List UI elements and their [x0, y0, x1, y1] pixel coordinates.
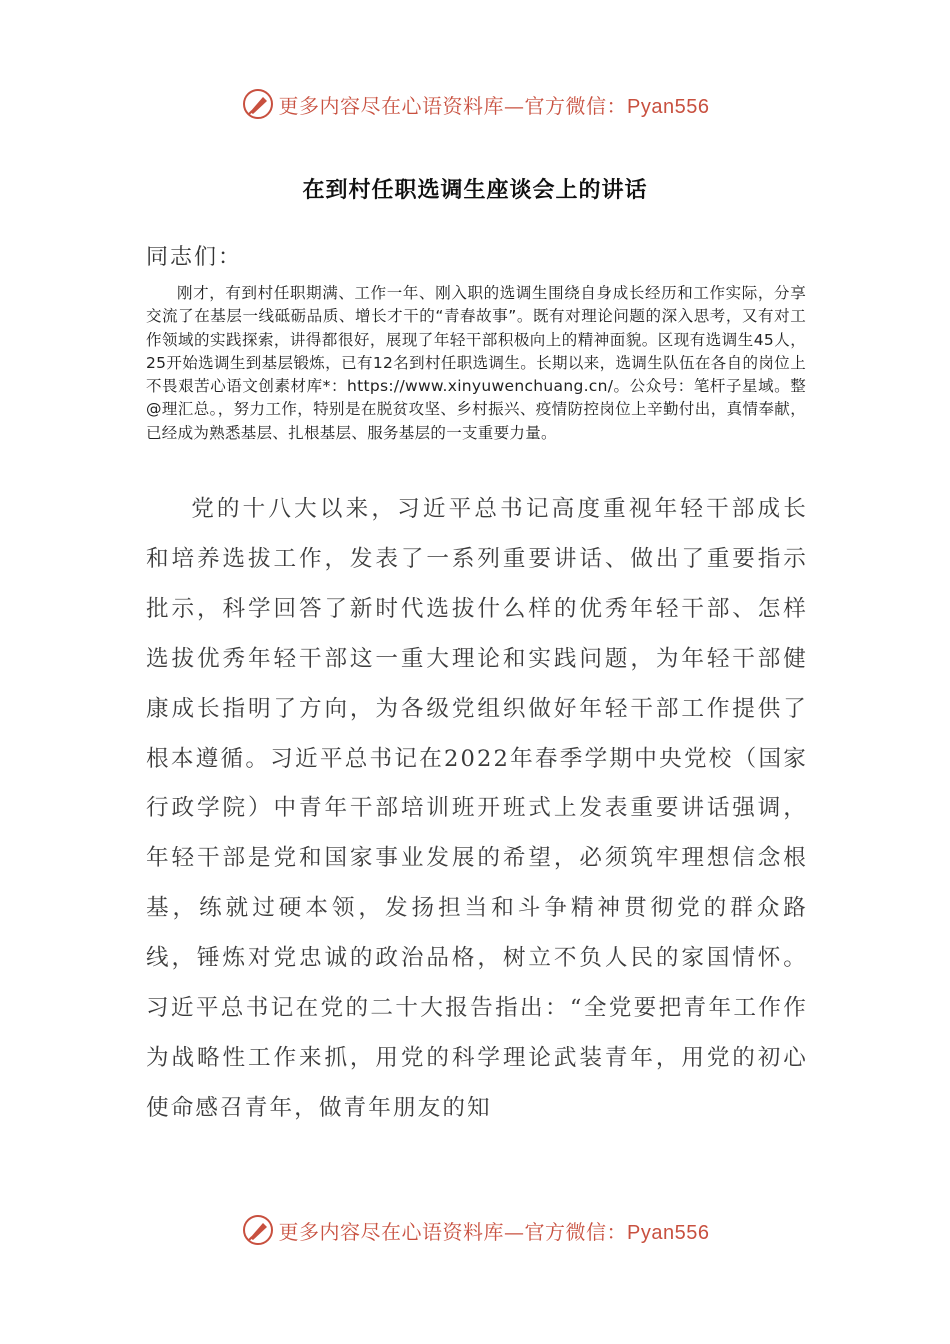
pen-nib-logo-icon: [241, 87, 275, 121]
footer-banner: [0, 1210, 950, 1250]
body-paragraph: 党的十八大以来，习近平总书记高度重视年轻干部成长和培养选拔工作，发表了一系列重要讲话、做出了重要指示批示，科学回答了新时代选拔什么样的优秀年轻干部、怎样选拔优秀年轻干部这一重大理论和实践问题，为年轻干部健康成长指明了方向，为各级党组织做好年轻干部工作提供了根本遵循。习近平总书记在2022年春季学期中央党校（国家行政学院）中青年干部培训班开班式上发表重要讲话强调，年轻干部是党和国家事业发展的希望，必须筑牢理想信念根基，练就过硬本领，发扬担当和斗争精神贯彻党的群众路线，锤炼对党忠诚的政治品格，树立不负人民的家国情怀。习近平总书记在党的二十大报告指出：“全党要把青年工作作为战略性工作来抓，用党的科学理论武装青年，用党的初心使命感召青年，做青年朋友的知: [146, 496, 808, 1121]
header-banner-text-cn: 更多内容尽在心语资料库—官方微信：: [278, 93, 628, 118]
footer-banner-wechat-id: Pyan556: [627, 1221, 710, 1244]
header-banner: [0, 84, 950, 124]
intro-paragraph: 刚才，有到村任职期满、工作一年、刚入职的选调生围绕自身成长经历和工作实际，分享交流了在基层一线砥砺品质、增长才干的“青春故事”。既有对理论问题的深入思考，又有对工作领域的实践探索，讲得都很好，展现了年轻干部积极向上的精神面貌。区现有选调生45人，25开始选调生到基层锻炼，已有12名到村任职选调生。长期以来，选调生队伍在各自的岗位上不畏艰苦心语文创素材库*：https://www.xinyuwenchuang.cn/。公众号：笔杆子星域。整@理汇总。，努力工作，特别是在脱贫攻坚、乡村振兴、疫情防控岗位上辛勤付出，真情奉献，已经成为熟悉基层、扎根基层、服务基层的一支重要力量。: [146, 284, 806, 442]
header-banner-wechat-id: Pyan556: [627, 95, 710, 118]
pen-nib-logo-icon: [241, 1213, 275, 1247]
footer-banner-text-cn: 更多内容尽在心语资料库—官方微信：: [278, 1219, 628, 1244]
salutation: 同志们：: [146, 245, 243, 270]
document-title: 在到村任职选调生座谈会上的讲话: [302, 178, 648, 203]
footer-banner-text: [279, 1216, 710, 1245]
header-banner-text: [279, 90, 710, 119]
